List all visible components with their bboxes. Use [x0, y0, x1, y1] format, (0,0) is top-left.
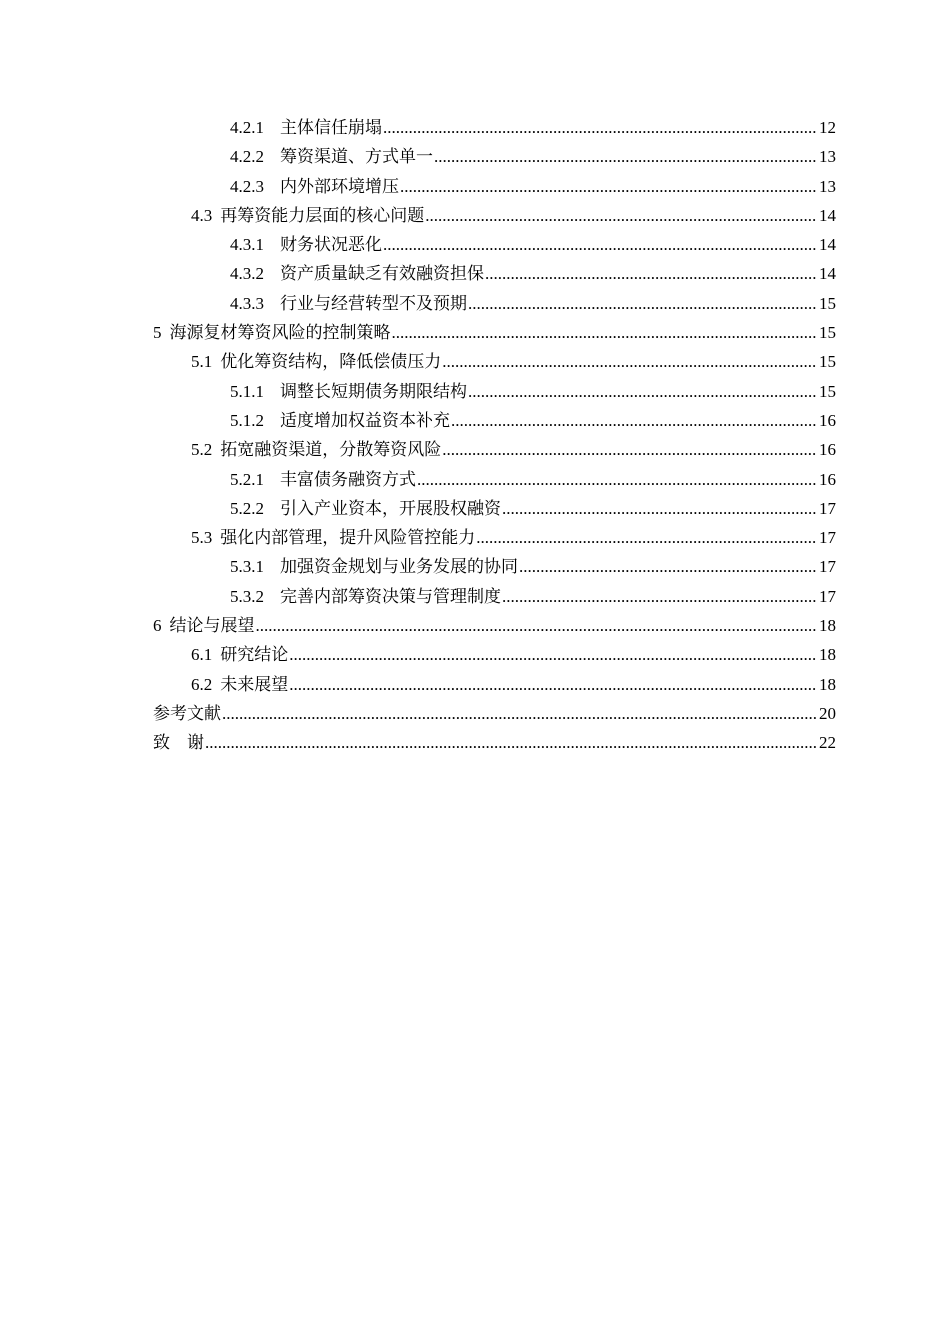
- toc-entry-number: 5.1: [191, 352, 213, 372]
- toc-entry-5-1[interactable]: [153, 347, 836, 376]
- toc-entry-number: 4.3.2: [230, 264, 264, 284]
- toc-entry-number: 4.3: [191, 205, 213, 225]
- toc-leader-dots: [485, 259, 817, 288]
- toc-leader-dots: [519, 552, 817, 581]
- toc-entry-number: 5: [153, 323, 162, 343]
- toc-entry-number: 6.2: [191, 674, 213, 694]
- toc-leader-dots: [417, 465, 817, 494]
- toc-entry-number: 5.2: [191, 440, 213, 460]
- toc-entry-page: 16: [819, 440, 836, 460]
- toc-leader-dots: [434, 142, 817, 171]
- table-of-contents: [153, 113, 836, 758]
- toc-entry-5-1-2[interactable]: [153, 406, 836, 435]
- toc-leader-dots: [383, 113, 817, 142]
- toc-entry-page: 13: [819, 147, 836, 167]
- toc-entry-acknowledgements[interactable]: [153, 728, 836, 757]
- toc-entry-number: 5.3: [191, 528, 213, 548]
- toc-entry-5-2-1[interactable]: [153, 465, 836, 494]
- toc-entry-5-3-2[interactable]: [153, 582, 836, 611]
- toc-leader-dots: [205, 728, 817, 757]
- toc-leader-dots: [383, 230, 817, 259]
- toc-leader-dots: [442, 435, 817, 464]
- toc-entry-page: 20: [819, 703, 836, 723]
- toc-leader-dots: [442, 347, 817, 376]
- toc-leader-dots: [392, 318, 818, 347]
- toc-entry-title: 适度增加权益资本补充: [280, 410, 450, 430]
- toc-entry-5[interactable]: [153, 318, 836, 347]
- toc-leader-dots: [502, 582, 817, 611]
- toc-entry-number: 6: [153, 616, 162, 636]
- toc-entry-page: 17: [819, 586, 836, 606]
- toc-leader-dots: [502, 494, 817, 523]
- toc-entry-number: 5.1.2: [230, 410, 264, 430]
- toc-entry-page: 16: [819, 469, 836, 489]
- toc-entry-number: 4.3.3: [230, 293, 264, 313]
- toc-entry-page: 14: [819, 264, 836, 284]
- toc-entry-5-2[interactable]: [153, 435, 836, 464]
- toc-entry-number: 4.2.2: [230, 147, 264, 167]
- toc-entry-title: 丰富债务融资方式: [280, 469, 416, 489]
- toc-entry-4-2-2[interactable]: [153, 142, 836, 171]
- toc-entry-6[interactable]: [153, 611, 836, 640]
- toc-entry-title: 筹资渠道、方式单一: [280, 147, 433, 167]
- toc-entry-title: 研究结论: [220, 645, 289, 665]
- toc-entry-page: 14: [819, 235, 836, 255]
- toc-entry-4-3[interactable]: [153, 201, 836, 230]
- toc-entry-page: 18: [819, 674, 836, 694]
- toc-entry-page: 17: [819, 557, 836, 577]
- toc-entry-number: 5.3.2: [230, 586, 264, 606]
- toc-entry-4-3-2[interactable]: [153, 259, 836, 288]
- toc-entry-title: 引入产业资本，开展股权融资: [280, 498, 501, 518]
- toc-entry-5-3-1[interactable]: [153, 552, 836, 581]
- toc-leader-dots: [468, 377, 817, 406]
- toc-entry-title: 拓宽融资渠道，分散筹资风险: [220, 440, 442, 460]
- toc-entry-title: 行业与经营转型不及预期: [280, 293, 467, 313]
- toc-entry-title: 优化筹资结构，降低偿债压力: [220, 352, 442, 372]
- toc-leader-dots: [425, 201, 817, 230]
- toc-leader-dots: [222, 699, 817, 728]
- toc-entry-title: 致 谢: [153, 733, 204, 753]
- toc-entry-title: 海源复材筹资风险的控制策略: [169, 323, 391, 343]
- toc-leader-dots: [289, 640, 817, 669]
- toc-entry-5-2-2[interactable]: [153, 494, 836, 523]
- toc-entry-4-3-1[interactable]: [153, 230, 836, 259]
- toc-entry-page: 18: [819, 645, 836, 665]
- toc-entry-title: 财务状况恶化: [280, 235, 382, 255]
- toc-entry-page: 13: [819, 176, 836, 196]
- toc-entry-4-3-3[interactable]: [153, 289, 836, 318]
- toc-entry-title: 加强资金规划与业务发展的协同: [280, 557, 518, 577]
- toc-entry-6-2[interactable]: [153, 670, 836, 699]
- toc-entry-4-2-3[interactable]: [153, 172, 836, 201]
- toc-leader-dots: [451, 406, 817, 435]
- toc-entry-page: 12: [819, 118, 836, 137]
- toc-leader-dots: [256, 611, 818, 640]
- toc-entry-page: 17: [819, 498, 836, 518]
- toc-entry-title: 未来展望: [220, 674, 289, 694]
- toc-entry-references[interactable]: [153, 699, 836, 728]
- toc-entry-number: 5.3.1: [230, 557, 264, 577]
- toc-entry-title: 强化内部管理，提升风险管控能力: [220, 528, 476, 548]
- toc-leader-dots: [400, 172, 817, 201]
- toc-entry-page: 22: [819, 733, 836, 753]
- toc-entry-page: 15: [819, 381, 836, 401]
- toc-entry-5-3[interactable]: [153, 523, 836, 552]
- toc-entry-title: 内外部环境增压: [280, 176, 399, 196]
- toc-entry-5-1-1[interactable]: [153, 377, 836, 406]
- toc-entry-title: 资产质量缺乏有效融资担保: [280, 264, 484, 284]
- toc-entry-4-2-1[interactable]: [153, 113, 836, 142]
- toc-entry-title: 完善内部筹资决策与管理制度: [280, 586, 501, 606]
- toc-entry-page: 15: [819, 293, 836, 313]
- toc-entry-number: 4.3.1: [230, 235, 264, 255]
- toc-leader-dots: [468, 289, 817, 318]
- toc-entry-title: 主体信任崩塌: [280, 118, 382, 137]
- toc-entry-page: 14: [819, 205, 836, 225]
- toc-entry-page: 18: [819, 616, 836, 636]
- toc-entry-page: 15: [819, 352, 836, 372]
- toc-entry-page: 15: [819, 323, 836, 343]
- toc-leader-dots: [476, 523, 817, 552]
- toc-entry-number: 5.2.2: [230, 498, 264, 518]
- toc-entry-title: 再筹资能力层面的核心问题: [220, 205, 425, 225]
- toc-entry-number: 6.1: [191, 645, 213, 665]
- toc-leader-dots: [289, 670, 817, 699]
- toc-entry-6-1[interactable]: [153, 640, 836, 669]
- toc-entry-number: 5.2.1: [230, 469, 264, 489]
- toc-entry-number: 5.1.1: [230, 381, 264, 401]
- toc-entry-page: 16: [819, 410, 836, 430]
- toc-entry-number: 4.2.3: [230, 176, 264, 196]
- toc-entry-title: 结论与展望: [169, 616, 255, 636]
- toc-entry-number: 4.2.1: [230, 118, 264, 137]
- toc-entry-page: 17: [819, 528, 836, 548]
- toc-entry-title: 调整长短期债务期限结构: [280, 381, 467, 401]
- toc-entry-title: 参考文献: [153, 703, 221, 723]
